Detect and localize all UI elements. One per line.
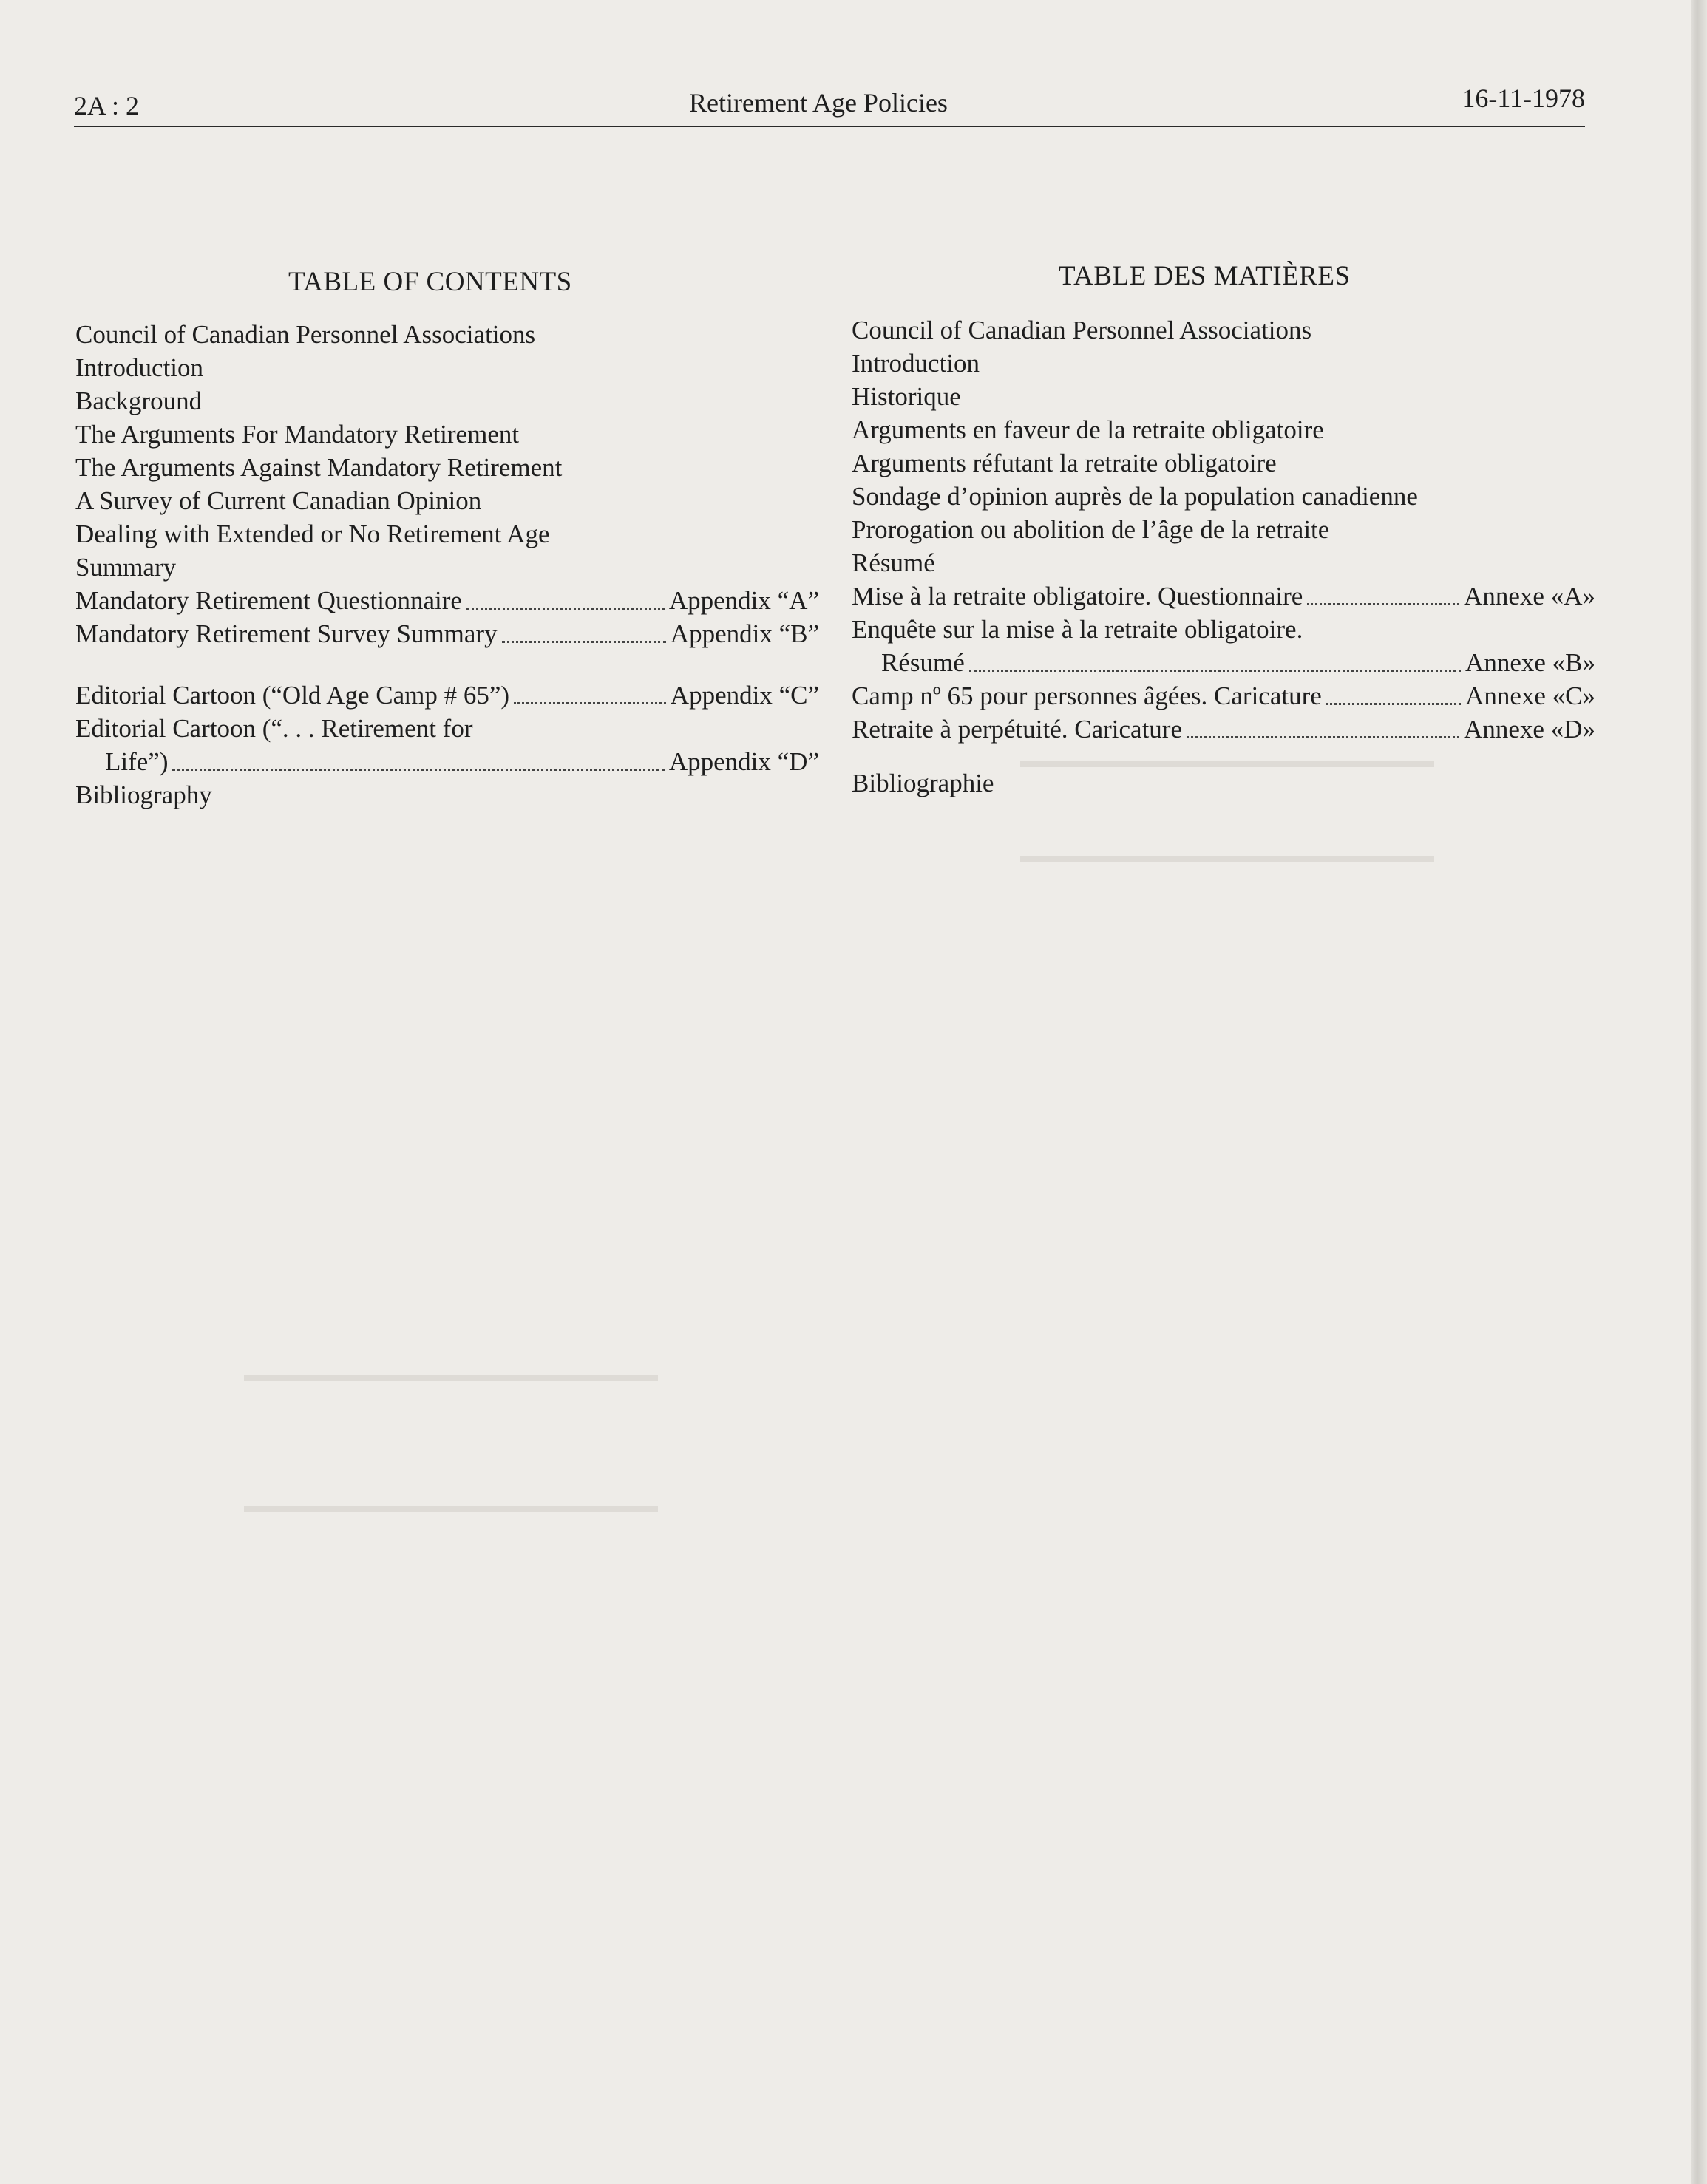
- toc-entry: Résumé: [852, 548, 935, 577]
- toc-entry: Bibliography: [75, 780, 212, 809]
- toc-entry: Enquête sur la mise à la retraite obligatoire.: [852, 615, 1303, 644]
- appendix-ref: Appendix “C”: [670, 681, 819, 710]
- page-edge: [1691, 0, 1707, 2184]
- appendix-ref: Annexe «A»: [1464, 582, 1595, 610]
- toc-entry-continued: Life”) Appendix “D”: [75, 745, 819, 778]
- appendix-ref: Annexe «D»: [1464, 715, 1595, 744]
- toc-entry: Background: [75, 387, 203, 415]
- dot-leader: [172, 769, 664, 771]
- toc-entry: Council of Canadian Personnel Associations: [852, 316, 1312, 344]
- toc-entry: Editorial Cartoon (“. . . Retirement for: [75, 714, 473, 743]
- header-rule: [74, 126, 1585, 127]
- dot-leader: [466, 608, 665, 610]
- toc-entry: Introduction: [75, 353, 204, 382]
- page-number: 2A : 2: [74, 91, 140, 120]
- dot-leader: [502, 641, 666, 643]
- dot-leader: [1326, 703, 1461, 705]
- page-header: [74, 83, 1585, 127]
- toc-entry: Historique: [852, 382, 961, 411]
- toc-entry: Sondage d’opinion auprès de la population canadienne: [852, 482, 1418, 511]
- toc-entry: Mandatory Retirement Questionnaire Appendix “A”: [75, 584, 819, 617]
- dot-leader: [969, 670, 1461, 672]
- toc-entry: Prorogation ou abolition de l’âge de la retraite: [852, 515, 1330, 544]
- header-date: 16-11-1978: [1462, 84, 1585, 113]
- toc-entry: Bibliographie: [852, 769, 994, 797]
- toc-entry: Camp nº 65 pour personnes âgées. Caricature Annexe «C»: [852, 679, 1595, 712]
- toc-entry: Arguments en faveur de la retraite obligatoire: [852, 415, 1324, 444]
- french-toc-title: TABLE DES MATIÈRES: [1059, 261, 1351, 291]
- dot-leader: [1307, 603, 1459, 605]
- toc-entry: Retraite à perpétuité. Caricature Annexe «D»: [852, 712, 1595, 746]
- toc-entry: Introduction: [852, 349, 980, 378]
- toc-entry: A Survey of Current Canadian Opinion: [75, 486, 482, 515]
- appendix-ref: Appendix “A”: [668, 586, 819, 615]
- toc-entry: Mise à la retraite obligatoire. Questionnaire Annexe «A»: [852, 579, 1595, 613]
- show-through-block: [244, 1375, 658, 1512]
- english-toc-title: TABLE OF CONTENTS: [288, 267, 572, 297]
- appendix-ref: Appendix “B”: [670, 619, 819, 648]
- dot-leader: [514, 702, 666, 704]
- toc-entry: The Arguments Against Mandatory Retirement: [75, 453, 563, 482]
- appendix-ref: Annexe «C»: [1465, 681, 1595, 710]
- running-title: Retirement Age Policies: [689, 88, 948, 118]
- toc-entry: Council of Canadian Personnel Associations: [75, 320, 536, 349]
- toc-entry: The Arguments For Mandatory Retirement: [75, 420, 520, 449]
- toc-entry: Dealing with Extended or No Retirement Age: [75, 520, 550, 548]
- appendix-ref: Appendix “D”: [668, 747, 819, 776]
- appendix-ref: Annexe «B»: [1465, 648, 1595, 677]
- toc-entry: Mandatory Retirement Survey Summary Appendix “B”: [75, 617, 819, 650]
- toc-entry: Editorial Cartoon (“Old Age Camp # 65”) Appendix “C”: [75, 678, 819, 712]
- toc-entry-continued: Résumé Annexe «B»: [852, 646, 1595, 679]
- dot-leader: [1187, 736, 1459, 738]
- toc-entry: Summary: [75, 553, 177, 582]
- toc-entry: Arguments réfutant la retraite obligatoire: [852, 449, 1277, 477]
